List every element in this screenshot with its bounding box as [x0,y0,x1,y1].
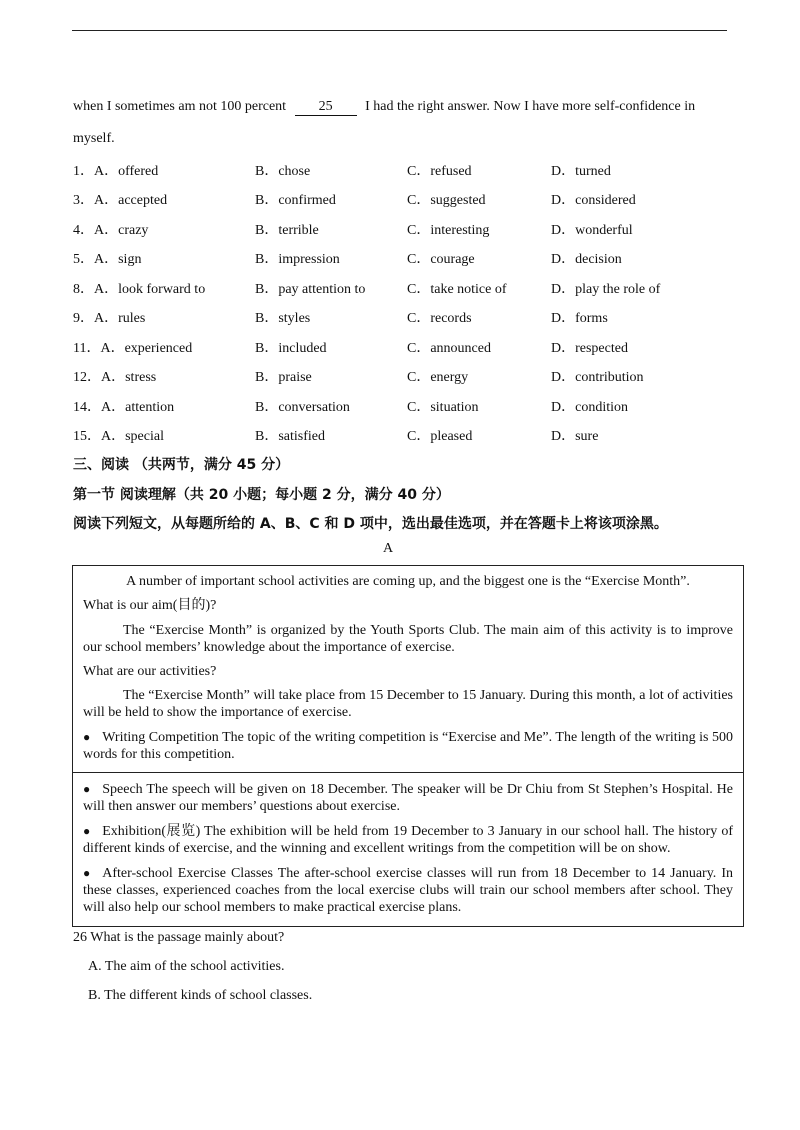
option-row [73,219,733,239]
option-c[interactable]: C．take notice of [407,282,507,297]
question-26-option-b[interactable]: B. The different kinds of school classes. [88,988,313,1003]
question-number-and-option-a [73,307,145,327]
question-aim-heading: What is our aim(目的)? [83,598,217,613]
header-rule [72,30,727,31]
question-number-and-option-a [73,160,158,180]
question-number-and-option-a [73,278,205,298]
option-a[interactable]: A．accepted [94,193,168,208]
option-b[interactable]: B．impression [255,252,340,267]
option-a[interactable]: A．crazy [94,223,149,238]
activity-speech [83,781,733,815]
question-number-and-option-a [73,366,156,386]
exhibition-text: Exhibition(展览) The exhibition will be held from 19 December to 3 January in our school hall. The history of different kinds of exercise, and the winning and excellent writings from the competition will be on show. [83,824,733,856]
option-d[interactable]: D．respected [551,341,628,356]
question-number-and-option-a [73,425,164,445]
option-b[interactable]: B．praise [255,370,312,385]
option-d[interactable]: D．considered [551,193,636,208]
aim-paragraph: The “Exercise Month” is organized by the Youth Sports Club. The main aim of this activity is to improve our school members’ knowledge about the importance of exercise. [83,623,733,655]
option-b[interactable]: B．included [255,341,327,356]
option-c[interactable]: C．suggested [407,193,486,208]
option-d[interactable]: D．condition [551,400,628,415]
option-row [73,278,733,298]
bullet-icon: ● [83,730,91,744]
question-number-and-option-a [73,248,141,268]
question-number: 1． [73,164,94,179]
cloze-tail-line2: myself. [73,131,115,146]
question-26-option-a[interactable]: A. The aim of the school activities. [88,959,285,974]
question-activities-heading: What are our activities? [83,664,217,679]
option-a[interactable]: A．sign [94,252,142,267]
question-26-stem: 26 What is the passage mainly about? [73,930,285,945]
question-number-and-option-a [73,337,192,357]
bullet-icon: ● [83,866,91,880]
option-c[interactable]: C．records [407,311,472,326]
section-heading: 三、阅读 （共两节，满分 45 分） [73,457,290,473]
speech-text: Speech The speech will be given on 18 December. The speaker will be Dr Chiu from St Stephen’s Hospital. He will then answer our members’ questions about exercise. [83,782,733,814]
option-a[interactable]: A．attention [101,400,175,415]
question-number: 3． [73,193,94,208]
option-c[interactable]: C．interesting [407,223,490,238]
instructions: 阅读下列短文，从每题所给的 A、B、C 和 D 项中，选出最佳选项，并在答题卡上将该项涂黑。 [73,516,668,532]
option-b[interactable]: B．confirmed [255,193,336,208]
passage-box-upper [72,565,744,773]
option-a[interactable]: A．stress [101,370,157,385]
cloze-tail-line1 [73,97,695,117]
option-b[interactable]: B．satisfied [255,429,325,444]
bullet-icon: ● [83,782,91,796]
cloze-text-before-blank: when I sometimes am not 100 percent [73,99,287,114]
option-c[interactable]: C．pleased [407,429,473,444]
option-d[interactable]: D．wonderful [551,223,633,238]
option-a[interactable]: A．offered [94,164,159,179]
option-c[interactable]: C．refused [407,164,472,179]
option-a[interactable]: A．experienced [100,341,193,356]
passage-box-lower [72,772,744,927]
passage-label: A [382,541,394,556]
option-d[interactable]: D．sure [551,429,599,444]
option-b[interactable]: B．styles [255,311,311,326]
option-b[interactable]: B．chose [255,164,311,179]
question-number-and-option-a [73,219,148,239]
option-b[interactable]: B．pay attention to [255,282,366,297]
option-a[interactable]: A．special [101,429,164,444]
option-row [73,366,733,386]
classes-text: After-school Exercise Classes The after-school exercise classes will run from 18 December to 14 January. In these classes, experienced coaches from the local exercise clubs will train our school members after school. They will also help our school members to make practical exercise plans. [83,866,733,915]
option-b[interactable]: B．conversation [255,400,350,415]
question-number: 4． [73,223,94,238]
option-a[interactable]: A．look forward to [94,282,206,297]
option-c[interactable]: C．courage [407,252,475,267]
bullet-icon: ● [83,824,91,838]
option-row [73,160,733,180]
question-number-and-option-a [73,396,174,416]
cloze-text-after-blank: I had the right answer. Now I have more self-confidence in [365,99,696,114]
option-b[interactable]: B．terrible [255,223,319,238]
option-d[interactable]: D．contribution [551,370,644,385]
option-a[interactable]: A．rules [94,311,146,326]
option-row [73,248,733,268]
part-heading: 第一节 阅读理解（共 20 小题；每小题 2 分，满分 40 分） [73,487,450,503]
option-row [73,189,733,209]
passage-intro: A number of important school activities are coming up, and the biggest one is the “Exercise Month”. [126,574,690,589]
option-d[interactable]: D．turned [551,164,611,179]
question-number: 9． [73,311,94,326]
option-row [73,396,733,416]
activity-classes [83,865,733,916]
option-c[interactable]: C．announced [407,341,491,356]
question-number-and-option-a [73,189,167,209]
answer-blank-25[interactable]: 25 [295,99,357,116]
writing-competition-text: Writing Competition The topic of the writing competition is “Exercise and Me”. The length of the writing is 500 words for this competition. [83,730,733,762]
question-number: 12． [73,370,101,385]
question-number: 5． [73,252,94,267]
question-number: 11． [73,341,101,356]
question-number: 8． [73,282,94,297]
option-d[interactable]: D．play the role of [551,282,661,297]
option-c[interactable]: C．energy [407,370,469,385]
option-row [73,337,733,357]
activity-writing-competition [83,729,733,763]
question-number: 14． [73,400,101,415]
option-row [73,425,733,445]
option-c[interactable]: C．situation [407,400,479,415]
option-d[interactable]: D．forms [551,311,608,326]
activity-exhibition [83,823,733,857]
question-number: 15． [73,429,101,444]
option-d[interactable]: D．decision [551,252,622,267]
activities-paragraph: The “Exercise Month” will take place from 15 December to 15 January. During this month, a lot of activities will be held to show the importance of exercise. [83,688,733,720]
option-row [73,307,733,327]
